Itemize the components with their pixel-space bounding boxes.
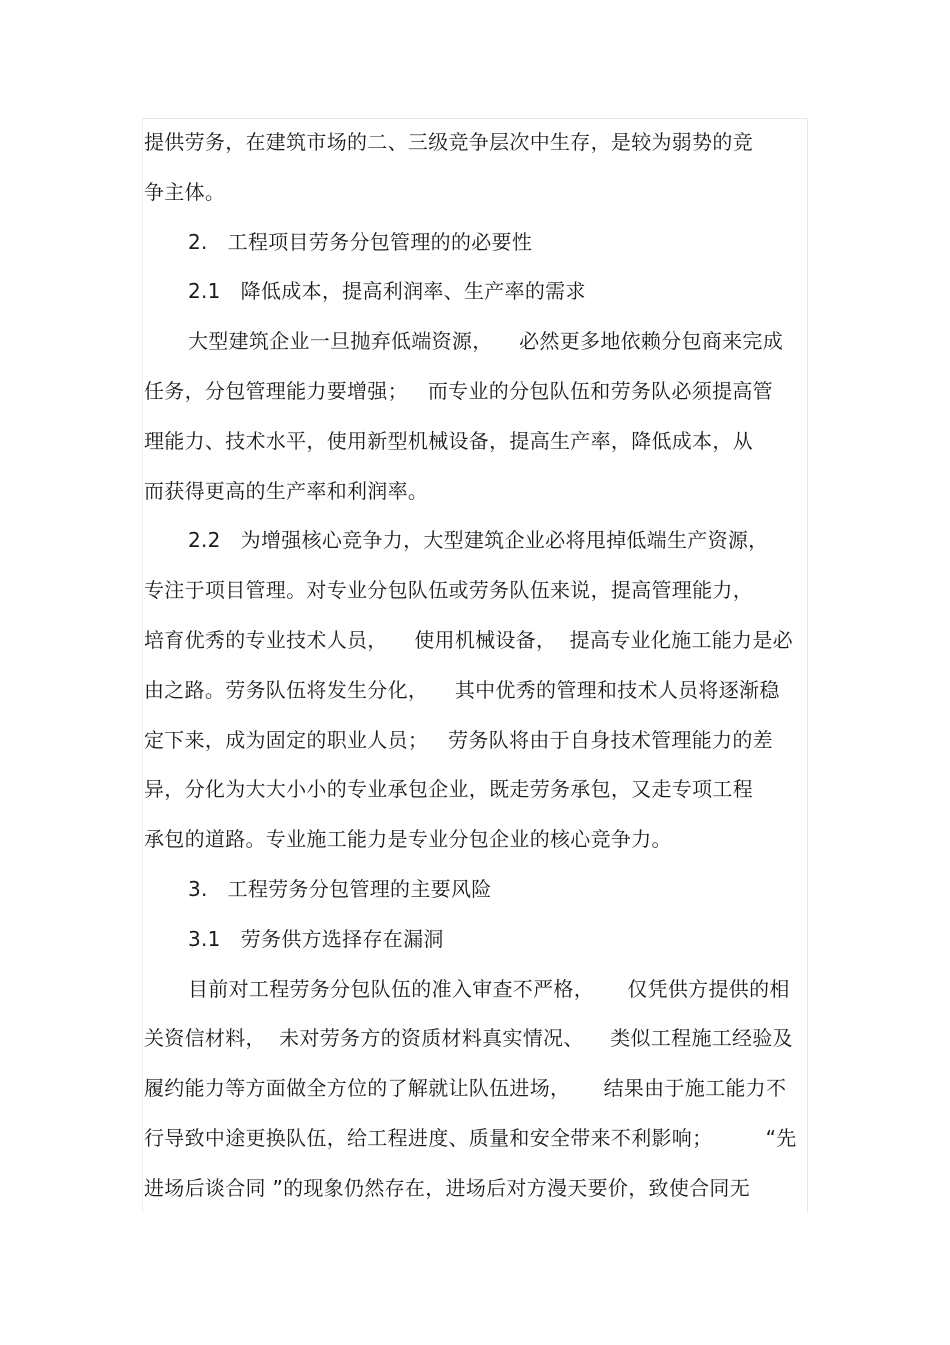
text-line: 定下来，成为固定的职业人员； 劳务队将由于自身技术管理能力的差 bbox=[144, 727, 773, 752]
text-line: 3. 工程劳务分包管理的主要风险 bbox=[188, 876, 492, 901]
text-line: 关资信材料， 未对劳务方的资质材料真实情况、 类似工程施工经验及 bbox=[144, 1026, 793, 1051]
text-line: 大型建筑企业一旦抛弃低端资源， 必然更多地依赖分包商来完成 bbox=[188, 329, 784, 354]
text-line: 理能力、技术水平，使用新型机械设备，提高生产率，降低成本，从 bbox=[144, 428, 753, 453]
text-line: 2.2 为增强核心竞争力，大型建筑企业必将甩掉低端生产资源， bbox=[188, 528, 769, 553]
text-line: 2.1 降低成本，提高利润率、生产率的需求 bbox=[188, 279, 586, 304]
text-line: 目前对工程劳务分包队伍的准入审查不严格， 仅凭供方提供的相 bbox=[188, 976, 790, 1001]
text-line: 异，分化为大大小小的专业承包企业，既走劳务承包，又走专项工程 bbox=[144, 777, 753, 802]
text-line: 培育优秀的专业技术人员， 使用机械设备， 提高专业化施工能力是必 bbox=[144, 627, 793, 652]
text-line: 争主体。 bbox=[144, 179, 226, 204]
text-line: 3.1 劳务供方选择存在漏洞 bbox=[188, 926, 444, 951]
text-line: 履约能力等方面做全方位的了解就让队伍进场， 结果由于施工能力不 bbox=[144, 1076, 787, 1101]
text-line: 而获得更高的生产率和利润率。 bbox=[144, 478, 429, 503]
text-line: 专注于项目管理。对专业分包队伍或劳务队伍来说，提高管理能力， bbox=[144, 578, 753, 603]
text-line: 行导致中途更换队伍，给工程进度、质量和安全带来不利影响； “先 bbox=[144, 1125, 797, 1150]
text-line: 2. 工程项目劳务分包管理的的必要性 bbox=[188, 229, 533, 254]
text-line: 任务，分包管理能力要增强； 而专业的分包队伍和劳务队必须提高管 bbox=[144, 378, 773, 403]
text-line: 进场后谈合同 ”的现象仍然存在，进场后对方漫天要价，致使合同无 bbox=[144, 1175, 751, 1200]
text-line: 由之路。劳务队伍将发生分化， 其中优秀的管理和技术人员将逐渐稳 bbox=[144, 677, 780, 702]
document-body bbox=[144, 118, 804, 1214]
text-line: 承包的道路。专业施工能力是专业分包企业的核心竞争力。 bbox=[144, 827, 672, 852]
text-line: 提供劳务，在建筑市场的二、三级竞争层次中生存，是较为弱势的竞 bbox=[144, 130, 753, 154]
